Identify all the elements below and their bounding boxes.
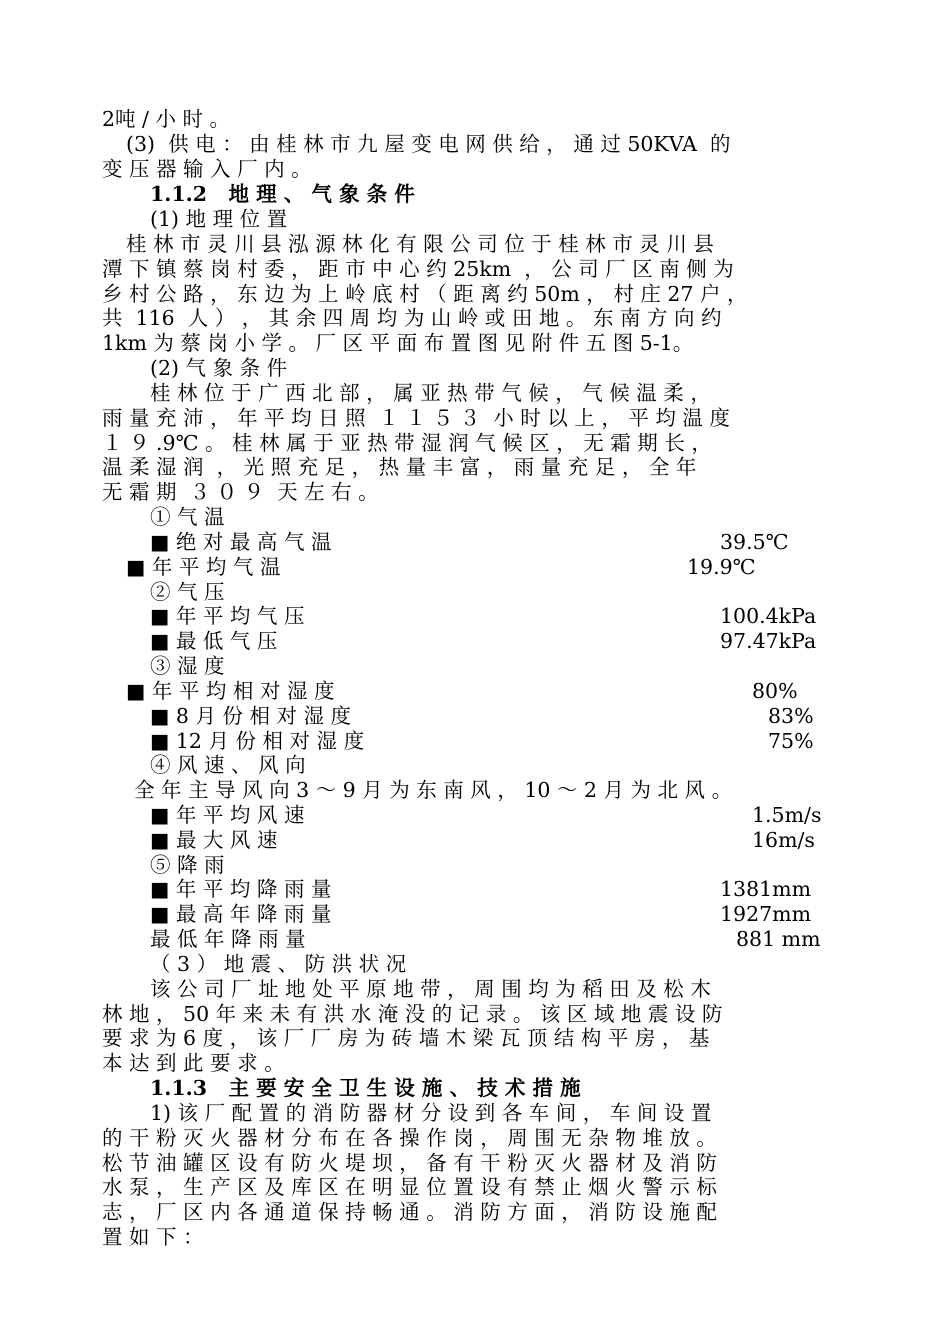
text-line: 水 泵 ， 生 产 区 及 库 区 在 明 显 位 置 设 有 禁 止 烟 火 警 示 标 — [102, 1175, 717, 1199]
list-item: 最 低 年 降 雨 量 — [150, 927, 306, 951]
list-item-value: 75% — [768, 729, 814, 753]
list-item-value: 83% — [768, 704, 814, 728]
section-heading: 1.1.3 主 要 安 全 卫 生 设 施 、 技 术 措 施 — [150, 1076, 581, 1100]
text-line: 温 柔 湿 润 ， 光 照 充 足 ， 热 量 丰 富 ， 雨 量 充 足 ， 全 年 — [102, 455, 697, 479]
list-heading: ③ 湿 度 — [150, 654, 225, 678]
list-item-value: 1381mm — [720, 877, 812, 901]
subsection-heading: （ 3 ） 地 震 、 防 洪 状 况 — [150, 952, 407, 976]
subsection-heading: (2) 气 象 条 件 — [150, 356, 288, 380]
list-item-value: 39.5℃ — [720, 530, 789, 554]
list-item-value: 97.47kPa — [720, 629, 817, 653]
list-heading: ④ 风 速 、 风 向 — [150, 753, 306, 777]
text-line: 潭 下 镇 蔡 岗 村 委 ， 距 市 中 心 约 25km ， 公 司 厂 区 南 侧 为 — [102, 257, 734, 281]
list-item-value: 19.9℃ — [687, 555, 756, 579]
text-line: (3) 供 电 ： 由 桂 林 市 九 屋 变 电 网 供 给 ， 通 过 50KVA 的 — [126, 132, 731, 156]
list-item: ■ 年 平 均 气 温 — [126, 555, 281, 579]
list-item-value: 881 mm — [736, 927, 821, 951]
list-item: ■ 8 月 份 相 对 湿 度 — [150, 704, 352, 728]
text-line: 全 年 主 导 风 向 3 ～ 9 月 为 东 南 风 ， 10 ～ 2 月 为 北 风 。 — [134, 778, 733, 802]
list-heading: ② 气 压 — [150, 580, 225, 604]
list-item: ■ 最 大 风 速 — [150, 828, 278, 852]
list-item: ■ 年 平 均 风 速 — [150, 803, 305, 827]
list-item: ■ 12 月 份 相 对 湿 度 — [150, 729, 365, 753]
list-item: ■ 最 高 年 降 雨 量 — [150, 902, 332, 926]
text-line: 松 节 油 罐 区 设 有 防 火 堤 坝 ， 备 有 干 粉 灭 火 器 材 及 消 防 — [102, 1151, 717, 1175]
list-item: ■ 年 平 均 降 雨 量 — [150, 877, 332, 901]
list-item: ■ 年 平 均 相 对 湿 度 — [126, 679, 335, 703]
text-line: 雨 量 充 沛 ， 年 平 均 日 照 １ １ ５ ３ 小 时 以 上 ， 平 均 温 度 — [102, 406, 730, 430]
text-line: 1km 为 蔡 岗 小 学 。 厂 区 平 面 布 置 图 见 附 件 五 图 5-1。 — [102, 331, 694, 355]
text-line: 无 霜 期 ３ ０ ９ 天 左 右 。 — [102, 480, 379, 504]
text-line: 林 地 ， 50 年 来 未 有 洪 水 淹 没 的 记 录 。 该 区 域 地 震 设 防 — [102, 1002, 723, 1026]
text-line: 2吨 / 小 时 。 — [102, 107, 231, 131]
text-line: 共 116 人 ） ， 其 余 四 周 均 为 山 岭 或 田 地 。 东 南 方 向 约 — [102, 306, 722, 330]
text-line: 该 公 司 厂 址 地 处 平 原 地 带 ， 周 围 均 为 稻 田 及 松 木 — [150, 977, 711, 1001]
list-heading: ⑤ 降 雨 — [150, 853, 225, 877]
text-line: 乡 村 公 路 ， 东 边 为 上 岭 底 村 （ 距 离 约 50m ， 村 庄 27 户 ， — [102, 282, 748, 306]
list-item-value: 80% — [752, 679, 798, 703]
text-line: 桂 林 市 灵 川 县 泓 源 林 化 有 限 公 司 位 于 桂 林 市 灵 川 县 — [126, 232, 714, 256]
text-line: 的 干 粉 灭 火 器 材 分 布 在 各 操 作 岗 ， 周 围 无 杂 物 堆 放 。 — [102, 1126, 717, 1150]
text-line: 要 求 为 6 度 ， 该 厂 厂 房 为 砖 墙 木 梁 瓦 顶 结 构 平 房 ， 基 — [102, 1026, 710, 1050]
text-line: 变 压 器 输 入 厂 内 。 — [102, 157, 312, 181]
text-line: 桂 林 位 于 广 西 北 部 ， 属 亚 热 带 气 候 ， 气 候 温 柔 ， — [150, 381, 711, 405]
list-item-value: 1.5m/s — [752, 803, 822, 827]
subsection-heading: (1) 地 理 位 置 — [150, 207, 288, 231]
text-line: 本 达 到 此 要 求 。 — [102, 1051, 285, 1075]
text-line: 1) 该 厂 配 置 的 消 防 器 材 分 设 到 各 车 间 ， 车 间 设 置 — [150, 1101, 712, 1125]
text-line: 置 如 下 ： — [102, 1225, 204, 1249]
list-item: ■ 最 低 气 压 — [150, 629, 278, 653]
text-line: １ ９ .9℃ 。 桂 林 属 于 亚 热 带 湿 润 气 候 区 ， 无 霜 期 长 ， — [102, 431, 712, 455]
section-heading: 1.1.2 地 理 、 气 象 条 件 — [150, 182, 415, 206]
list-item: ■ 绝 对 最 高 气 温 — [150, 530, 332, 554]
list-item: ■ 年 平 均 气 压 — [150, 604, 305, 628]
list-item-value: 16m/s — [752, 828, 815, 852]
list-item-value: 1927mm — [720, 902, 812, 926]
text-line: 志 ， 厂 区 内 各 通 道 保 持 畅 通 。 消 防 方 面 ， 消 防 设 施 配 — [102, 1200, 717, 1224]
list-item-value: 100.4kPa — [720, 604, 817, 628]
list-heading: ① 气 温 — [150, 505, 225, 529]
